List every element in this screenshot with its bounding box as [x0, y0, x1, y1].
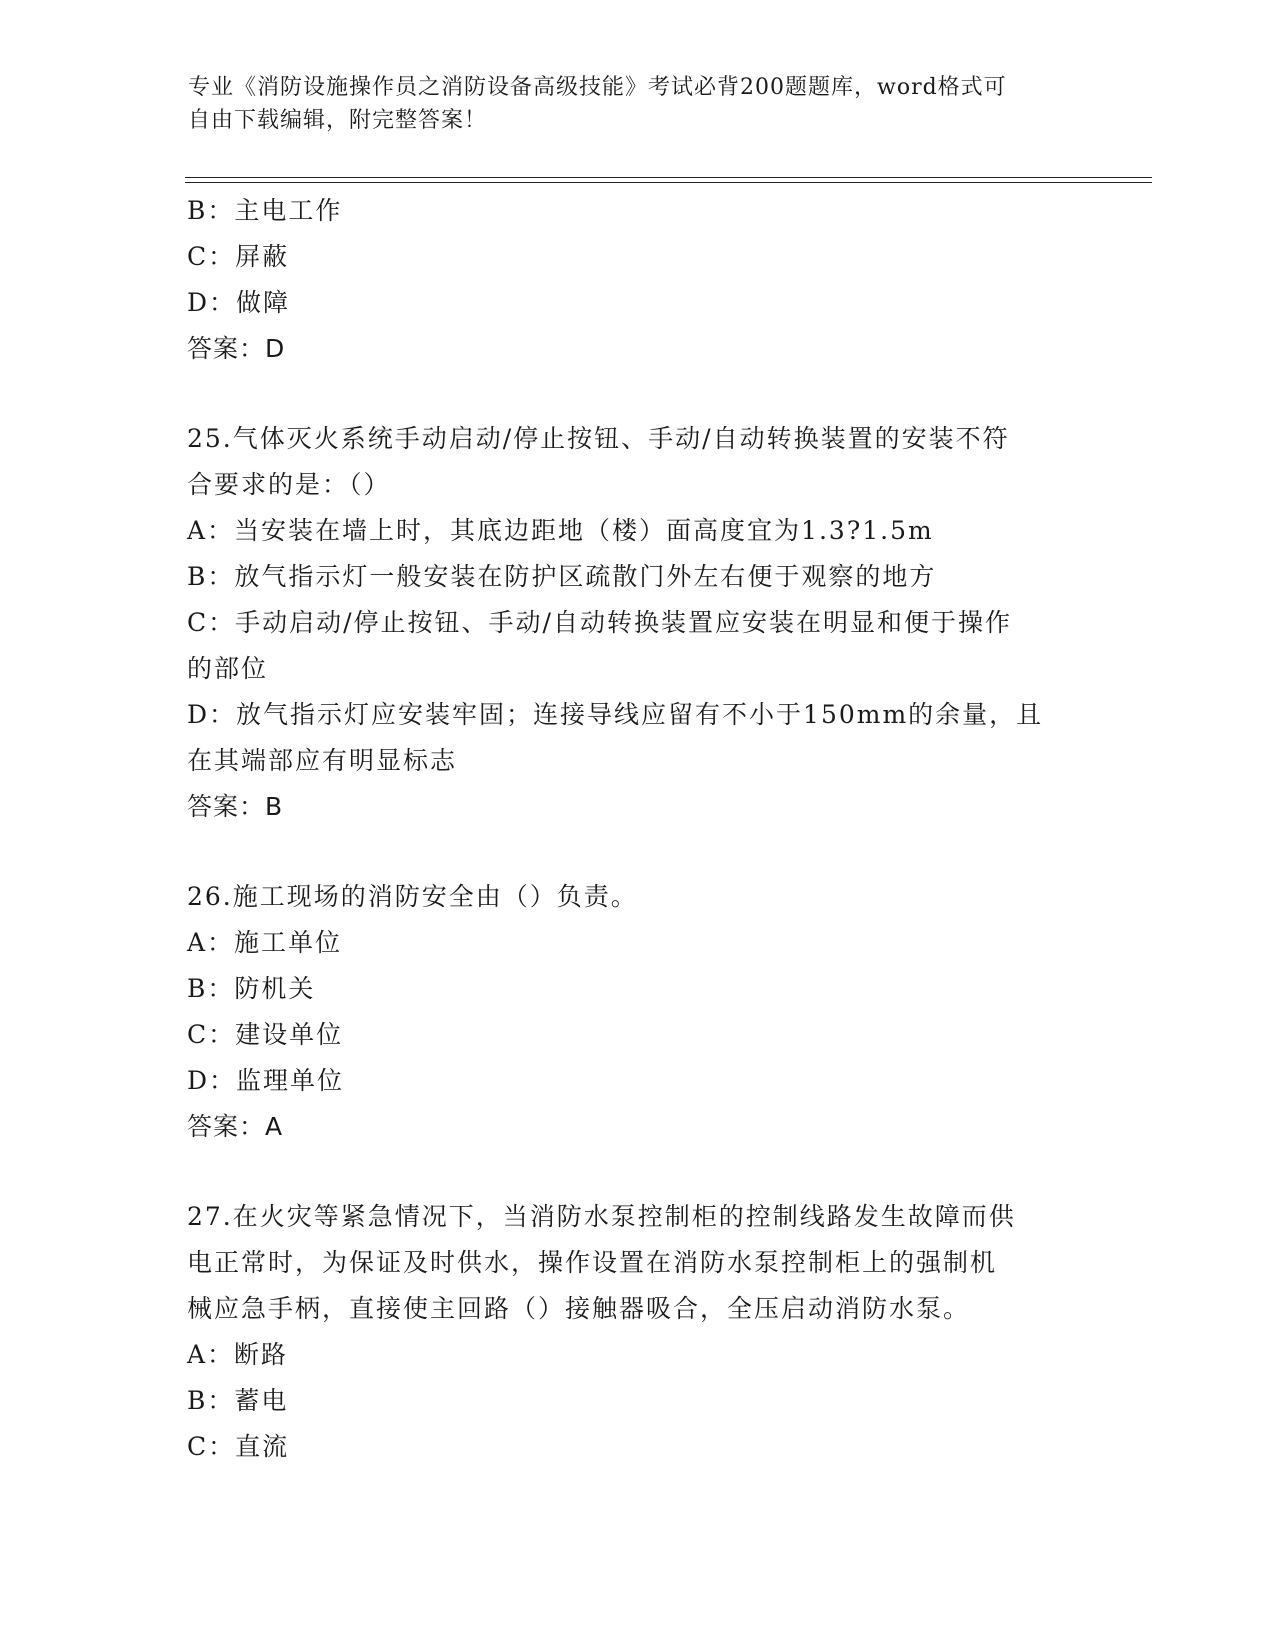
answer-line: 答案：B: [187, 792, 284, 821]
header-line-1: 专业《消防设施操作员之消防设备高级技能》考试必背200题题库，word格式可: [188, 75, 1007, 100]
question-text: 27.在火灾等紧急情况下，当消防水泵控制柜的控制线路发生故障而供: [187, 1202, 1016, 1231]
question-text-cont: 电正常时，为保证及时供水，操作设置在消防水泵控制柜上的强制机: [187, 1248, 998, 1277]
header-rule-bottom: [185, 182, 1152, 183]
answer-line: 答案：A: [187, 1112, 284, 1141]
option-c: C：手动启动/停止按钮、手动/自动转换装置应安装在明显和便于操作: [187, 608, 1012, 637]
option-d: D：做障: [187, 288, 291, 317]
option-c: C：建设单位: [187, 1020, 344, 1049]
document-body: [187, 188, 1087, 1470]
document-header: [188, 71, 1088, 137]
option-b: B：蓄电: [187, 1386, 289, 1415]
question-24-tail: [187, 188, 1087, 372]
option-d: D：监理单位: [187, 1066, 345, 1095]
option-d: D：放气指示灯应安装牢固；连接导线应留有不小于150mm的余量，且: [187, 700, 1044, 729]
option-b: B：防机关: [187, 974, 316, 1003]
option-c: C：直流: [187, 1432, 290, 1461]
answer-line: 答案：D: [187, 334, 286, 363]
option-b: B：放气指示灯一般安装在防护区疏散门外左右便于观察的地方: [187, 562, 937, 591]
header-line-2: 自由下载编辑，附完整答案！: [188, 108, 488, 133]
option-d-cont: 在其端部应有明显标志: [187, 746, 458, 775]
option-a: A：施工单位: [187, 928, 343, 957]
spacer: [187, 1150, 1087, 1194]
option-b: B：主电工作: [187, 196, 343, 225]
option-a: A：断路: [187, 1340, 289, 1369]
option-a: A：当安装在墙上时，其底边距地（楼）面高度宜为1.3?1.5m: [187, 516, 934, 545]
spacer: [187, 372, 1087, 416]
question-27: [187, 1194, 1087, 1470]
question-text: 25.气体灭火系统手动启动/停止按钮、手动/自动转换装置的安装不符: [187, 424, 1010, 453]
header-rule-top: [185, 177, 1152, 178]
option-c-cont: 的部位: [187, 654, 269, 683]
question-text: 26.施工现场的消防安全由（）负责。: [187, 882, 638, 911]
option-c: C：屏蔽: [187, 242, 290, 271]
question-25: [187, 416, 1087, 830]
question-text-cont: 械应急手柄，直接使主回路（）接触器吸合，全压启动消防水泵。: [187, 1294, 971, 1323]
spacer: [187, 830, 1087, 874]
question-26: [187, 874, 1087, 1150]
question-text-cont: 合要求的是：（）: [187, 470, 391, 499]
